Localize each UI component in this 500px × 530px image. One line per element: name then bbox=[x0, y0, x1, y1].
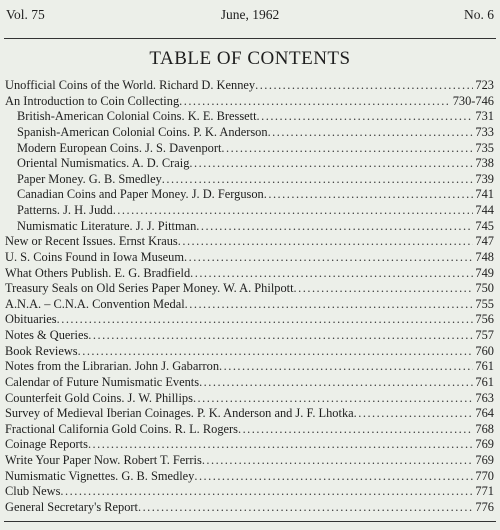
toc-subentry bbox=[5, 125, 494, 141]
dot-leader bbox=[57, 312, 474, 328]
page-number: 760 bbox=[475, 343, 494, 358]
toc-entry bbox=[5, 437, 494, 453]
toc-subentry bbox=[5, 187, 494, 203]
dot-leader bbox=[178, 234, 474, 250]
entry-title: Fractional California Gold Coins. R. L. Rogers bbox=[5, 421, 238, 436]
entry-title: A.N.A. – C.N.A. Convention Medal bbox=[5, 296, 185, 311]
toc-entry bbox=[5, 328, 494, 344]
entry-title: An Introduction to Coin Collecting bbox=[5, 93, 180, 108]
masthead bbox=[6, 7, 494, 27]
entry-title: Treasury Seals on Old Series Paper Money. W. A. Philpott bbox=[5, 281, 294, 296]
page-number: 768 bbox=[475, 421, 494, 436]
page-number: 731 bbox=[475, 109, 494, 124]
dot-leader bbox=[88, 328, 473, 344]
toc-entry bbox=[5, 391, 494, 407]
toc-entry bbox=[5, 359, 494, 375]
toc-entry bbox=[5, 297, 494, 313]
toc-subentry bbox=[5, 172, 494, 188]
dot-leader bbox=[78, 344, 474, 360]
entry-title: Canadian Coins and Paper Money. J. D. Ferguson bbox=[17, 187, 264, 202]
toc-entry bbox=[5, 375, 494, 391]
page-number: 749 bbox=[475, 265, 494, 280]
dot-leader bbox=[264, 187, 474, 203]
entry-title: Numismatic Vignettes. G. B. Smedley bbox=[5, 468, 195, 483]
entry-title: Notes & Queries bbox=[5, 328, 89, 342]
page-number: 763 bbox=[475, 390, 494, 405]
page-number: 761 bbox=[475, 359, 494, 374]
dot-leader bbox=[221, 141, 473, 157]
toc-entry bbox=[5, 266, 494, 282]
toc-entry bbox=[5, 234, 494, 250]
dot-leader bbox=[162, 172, 474, 188]
entry-title: General Secretary's Report bbox=[5, 499, 138, 514]
issue-number: No. 6 bbox=[464, 7, 494, 22]
page-number: 745 bbox=[475, 218, 494, 233]
dot-leader bbox=[138, 500, 473, 516]
dot-leader bbox=[190, 266, 473, 282]
dot-leader bbox=[88, 437, 473, 453]
page-number: 757 bbox=[475, 328, 494, 342]
dot-leader bbox=[219, 359, 473, 375]
toc-subentry bbox=[5, 203, 494, 219]
dot-leader bbox=[184, 250, 473, 266]
toc-subentry bbox=[5, 141, 494, 157]
page-number: 748 bbox=[475, 249, 494, 264]
page-number: 756 bbox=[475, 312, 494, 327]
entry-title: Patterns. J. H. Judd bbox=[17, 203, 113, 217]
toc-entry bbox=[5, 469, 494, 485]
top-rule bbox=[4, 38, 496, 39]
page-number: 735 bbox=[475, 140, 494, 155]
issue-date: June, 1962 bbox=[220, 7, 280, 22]
dot-leader bbox=[238, 422, 473, 438]
dot-leader bbox=[255, 78, 473, 94]
toc-subentry bbox=[5, 156, 494, 172]
entry-title: Modern European Coins. J. S. Davenport bbox=[17, 140, 222, 155]
page-number: 744 bbox=[475, 203, 494, 217]
dot-leader bbox=[189, 156, 473, 172]
page-number: 764 bbox=[475, 406, 494, 421]
page-number: 770 bbox=[475, 468, 494, 483]
entry-title: Notes from the Librarian. John J. Gabarron bbox=[5, 359, 220, 374]
contents-list bbox=[5, 78, 494, 516]
entry-title: Club News bbox=[5, 484, 61, 499]
page-number: 769 bbox=[475, 437, 494, 452]
page-number: 776 bbox=[475, 499, 494, 514]
page-number: 750 bbox=[475, 281, 494, 296]
page-number: 761 bbox=[475, 374, 494, 389]
entry-title: Paper Money. G. B. Smedley bbox=[17, 171, 162, 186]
page-number: 733 bbox=[475, 124, 494, 139]
dot-leader bbox=[294, 281, 474, 297]
toc-entry bbox=[5, 312, 494, 328]
entry-title: Oriental Numismatics. A. D. Craig bbox=[17, 156, 190, 171]
toc-entry bbox=[5, 344, 494, 360]
entry-title: Unofficial Coins of the World. Richard D. Kenney bbox=[5, 78, 256, 92]
dot-leader bbox=[268, 125, 474, 141]
entry-title: British-American Colonial Coins. K. E. Bressett bbox=[17, 109, 257, 124]
toc-subentry bbox=[5, 219, 494, 235]
entry-title: Book Reviews bbox=[5, 343, 78, 358]
page-number: 723 bbox=[475, 78, 494, 92]
toc-entry bbox=[5, 453, 494, 469]
dot-leader bbox=[185, 297, 474, 313]
dot-leader bbox=[354, 406, 474, 422]
dot-leader bbox=[60, 484, 473, 500]
entry-title: What Others Publish. E. G. Bradfield bbox=[5, 265, 191, 280]
page-title: TABLE OF CONTENTS bbox=[149, 48, 351, 69]
entry-title: Spanish-American Colonial Coins. P. K. Anderson bbox=[17, 124, 268, 139]
toc-subentry bbox=[5, 109, 494, 125]
page-number: 738 bbox=[475, 156, 494, 171]
dot-leader bbox=[257, 109, 474, 125]
toc-entry bbox=[5, 500, 494, 516]
bottom-rule bbox=[4, 521, 496, 522]
page-number: 730-746 bbox=[452, 93, 494, 108]
entry-title: U. S. Coins Found in Iowa Museum bbox=[5, 249, 184, 264]
toc-entry bbox=[5, 406, 494, 422]
toc-entry bbox=[5, 94, 494, 110]
volume-label: Vol. 75 bbox=[6, 7, 45, 22]
dot-leader bbox=[202, 453, 474, 469]
entry-title: Survey of Medieval Iberian Coinages. P. K. Anderson and J. F. Lhotka bbox=[5, 406, 354, 421]
entry-title: Numismatic Literature. J. J. Pittman bbox=[17, 218, 197, 233]
page-number: 769 bbox=[475, 453, 494, 467]
dot-leader bbox=[113, 203, 474, 219]
page-number: 747 bbox=[475, 234, 494, 249]
entry-title: Write Your Paper Now. Robert T. Ferris bbox=[5, 453, 202, 467]
toc-entry bbox=[5, 422, 494, 438]
dot-leader bbox=[194, 469, 473, 485]
entry-title: New or Recent Issues. Ernst Kraus bbox=[5, 234, 178, 249]
page-number: 741 bbox=[475, 187, 494, 202]
toc-entry bbox=[5, 281, 494, 297]
page-number: 739 bbox=[475, 171, 494, 186]
entry-title: Calendar of Future Numismatic Events bbox=[5, 374, 200, 389]
dot-leader bbox=[199, 375, 473, 391]
page-number: 771 bbox=[475, 484, 494, 499]
entry-title: Counterfeit Gold Coins. J. W. Phillips bbox=[5, 390, 193, 405]
toc-entry bbox=[5, 484, 494, 500]
toc-entry bbox=[5, 78, 494, 94]
page-number: 755 bbox=[475, 296, 494, 311]
dot-leader bbox=[196, 219, 473, 235]
dot-leader bbox=[193, 391, 473, 407]
dot-leader bbox=[179, 94, 451, 110]
entry-title: Coinage Reports bbox=[5, 437, 88, 452]
entry-title: Obituaries bbox=[5, 312, 57, 327]
toc-entry bbox=[5, 250, 494, 266]
